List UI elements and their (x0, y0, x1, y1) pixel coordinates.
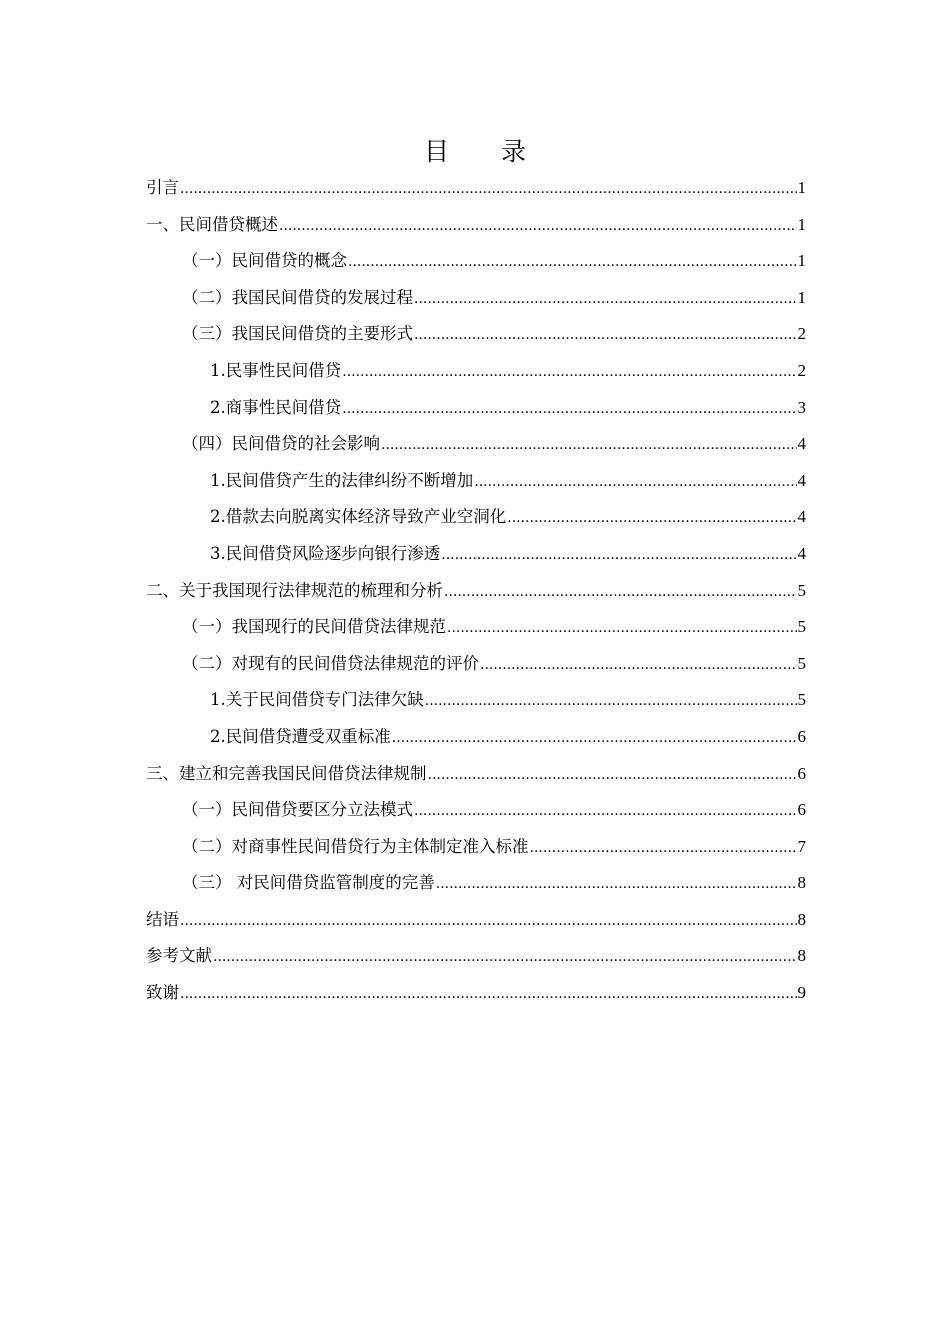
toc-entry-page-number: 1 (797, 287, 806, 307)
toc-dot-leader (428, 757, 797, 794)
toc-entry[interactable] (146, 719, 806, 756)
toc-entry[interactable] (146, 573, 806, 610)
toc-entry-page-number: 5 (797, 653, 806, 673)
toc-entry-page-number: 8 (797, 946, 806, 966)
toc-dot-leader (414, 317, 797, 354)
toc-dot-leader (392, 720, 797, 757)
toc-dot-leader (213, 939, 797, 976)
toc-entry[interactable] (146, 243, 806, 280)
toc-entry-title: 1.民间借贷产生的法律纠纷不断增加 (210, 470, 474, 490)
toc-entry[interactable] (146, 682, 806, 719)
toc-entry-title: 引言 (146, 178, 179, 197)
toc-dot-leader (414, 793, 797, 830)
toc-entry-title: （二）对商事性民间借贷行为主体制定准入标准 (182, 836, 529, 856)
toc-dot-leader (447, 610, 797, 647)
toc-entry-page-number: 4 (797, 543, 806, 563)
toc-entry-page-number: 2 (797, 324, 806, 344)
toc-entry-title: （一）民间借贷要区分立法模式 (182, 800, 413, 820)
toc-entry[interactable] (146, 170, 806, 207)
toc-entry-page-number: 6 (797, 800, 806, 820)
toc-entry-title: （一）民间借贷的概念 (182, 251, 347, 271)
toc-dot-leader (342, 391, 796, 428)
toc-entry-title: 二、关于我国现行法律规范的梳理和分析 (146, 580, 443, 600)
toc-entry[interactable] (146, 829, 806, 866)
toc-entry-page-number: 8 (797, 873, 806, 893)
toc-entry-page-number: 4 (797, 434, 806, 454)
toc-entry-page-number: 4 (797, 507, 806, 527)
toc-entry-page-number: 9 (797, 983, 806, 1003)
toc-entry-page-number: 8 (797, 909, 806, 929)
toc-entry[interactable] (146, 390, 806, 427)
toc-entry-page-number: 7 (797, 836, 806, 856)
toc-dot-leader (279, 208, 797, 245)
toc-entry[interactable] (146, 609, 806, 646)
toc-dot-leader (348, 244, 797, 281)
toc-dot-leader (180, 976, 797, 1013)
toc-entry-page-number: 1 (797, 251, 806, 271)
toc-entry[interactable] (146, 646, 806, 683)
toc-entry-title: 结语 (146, 909, 179, 929)
toc-list (146, 170, 806, 1012)
toc-dot-leader (436, 866, 797, 903)
toc-entry-page-number: 4 (797, 470, 806, 490)
toc-dot-leader (480, 647, 797, 684)
toc-entry[interactable] (146, 865, 806, 902)
toc-entry-title: （一）我国现行的民间借贷法律规范 (182, 617, 446, 637)
toc-title: 目 录 (424, 137, 548, 166)
toc-entry-title: （三）我国民间借贷的主要形式 (182, 324, 413, 344)
toc-dot-leader (474, 464, 796, 501)
toc-entry-page-number: 3 (797, 397, 806, 417)
toc-entry[interactable] (146, 207, 806, 244)
toc-entry-title: 2.借款去向脱离实体经济导致产业空洞化 (210, 507, 507, 527)
toc-entry-page-number: 5 (797, 580, 806, 600)
toc-entry[interactable] (146, 756, 806, 793)
toc-entry-title: （三） 对民间借贷监管制度的完善 (182, 873, 435, 893)
toc-entry-page-number: 1 (797, 178, 806, 197)
toc-entry-title: 参考文献 (146, 946, 212, 966)
toc-entry-title: 1.民事性民间借贷 (210, 360, 342, 380)
toc-entry-page-number: 5 (797, 690, 806, 710)
toc-dot-leader (180, 171, 797, 208)
toc-entry-title: 3.民间借贷风险逐步向银行渗透 (210, 543, 441, 563)
toc-entry-title: （二）我国民间借贷的发展过程 (182, 287, 413, 307)
toc-dot-leader (342, 354, 796, 391)
toc-entry-title: 致谢 (146, 983, 179, 1003)
toc-entry-title: 2.商事性民间借贷 (210, 397, 342, 417)
toc-entry[interactable] (146, 463, 806, 500)
toc-entry-page-number: 5 (797, 617, 806, 637)
toc-entry-page-number: 6 (797, 726, 806, 746)
toc-entry-page-number: 6 (797, 763, 806, 783)
toc-entry[interactable] (146, 353, 806, 390)
toc-dot-leader (425, 683, 797, 720)
toc-entry[interactable] (146, 792, 806, 829)
toc-dot-leader (441, 537, 796, 574)
toc-entry[interactable] (146, 938, 806, 975)
toc-entry-page-number: 1 (797, 214, 806, 234)
toc-entry[interactable] (146, 536, 806, 573)
toc-entry-title: （二）对现有的民间借贷法律规范的评价 (182, 653, 479, 673)
toc-entry[interactable] (146, 316, 806, 353)
toc-entry-title: 2.民间借贷遭受双重标准 (210, 726, 391, 746)
toc-dot-leader (180, 903, 797, 940)
toc-entry[interactable] (146, 499, 806, 536)
toc-entry[interactable] (146, 280, 806, 317)
toc-entry[interactable] (146, 902, 806, 939)
toc-dot-leader (414, 281, 797, 318)
toc-dot-leader (507, 500, 796, 537)
toc-entry-title: 一、民间借贷概述 (146, 214, 278, 234)
toc-entry-title: （四）民间借贷的社会影响 (182, 434, 380, 454)
toc-entry[interactable] (146, 975, 806, 1012)
toc-dot-leader (381, 427, 797, 464)
toc-entry[interactable] (146, 426, 806, 463)
toc-dot-leader (530, 830, 797, 867)
toc-entry-title: 三、建立和完善我国民间借贷法律规制 (146, 763, 427, 783)
toc-dot-leader (444, 574, 797, 611)
toc-entry-title: 1.关于民间借贷专门法律欠缺 (210, 690, 424, 710)
toc-entry-page-number: 2 (797, 360, 806, 380)
